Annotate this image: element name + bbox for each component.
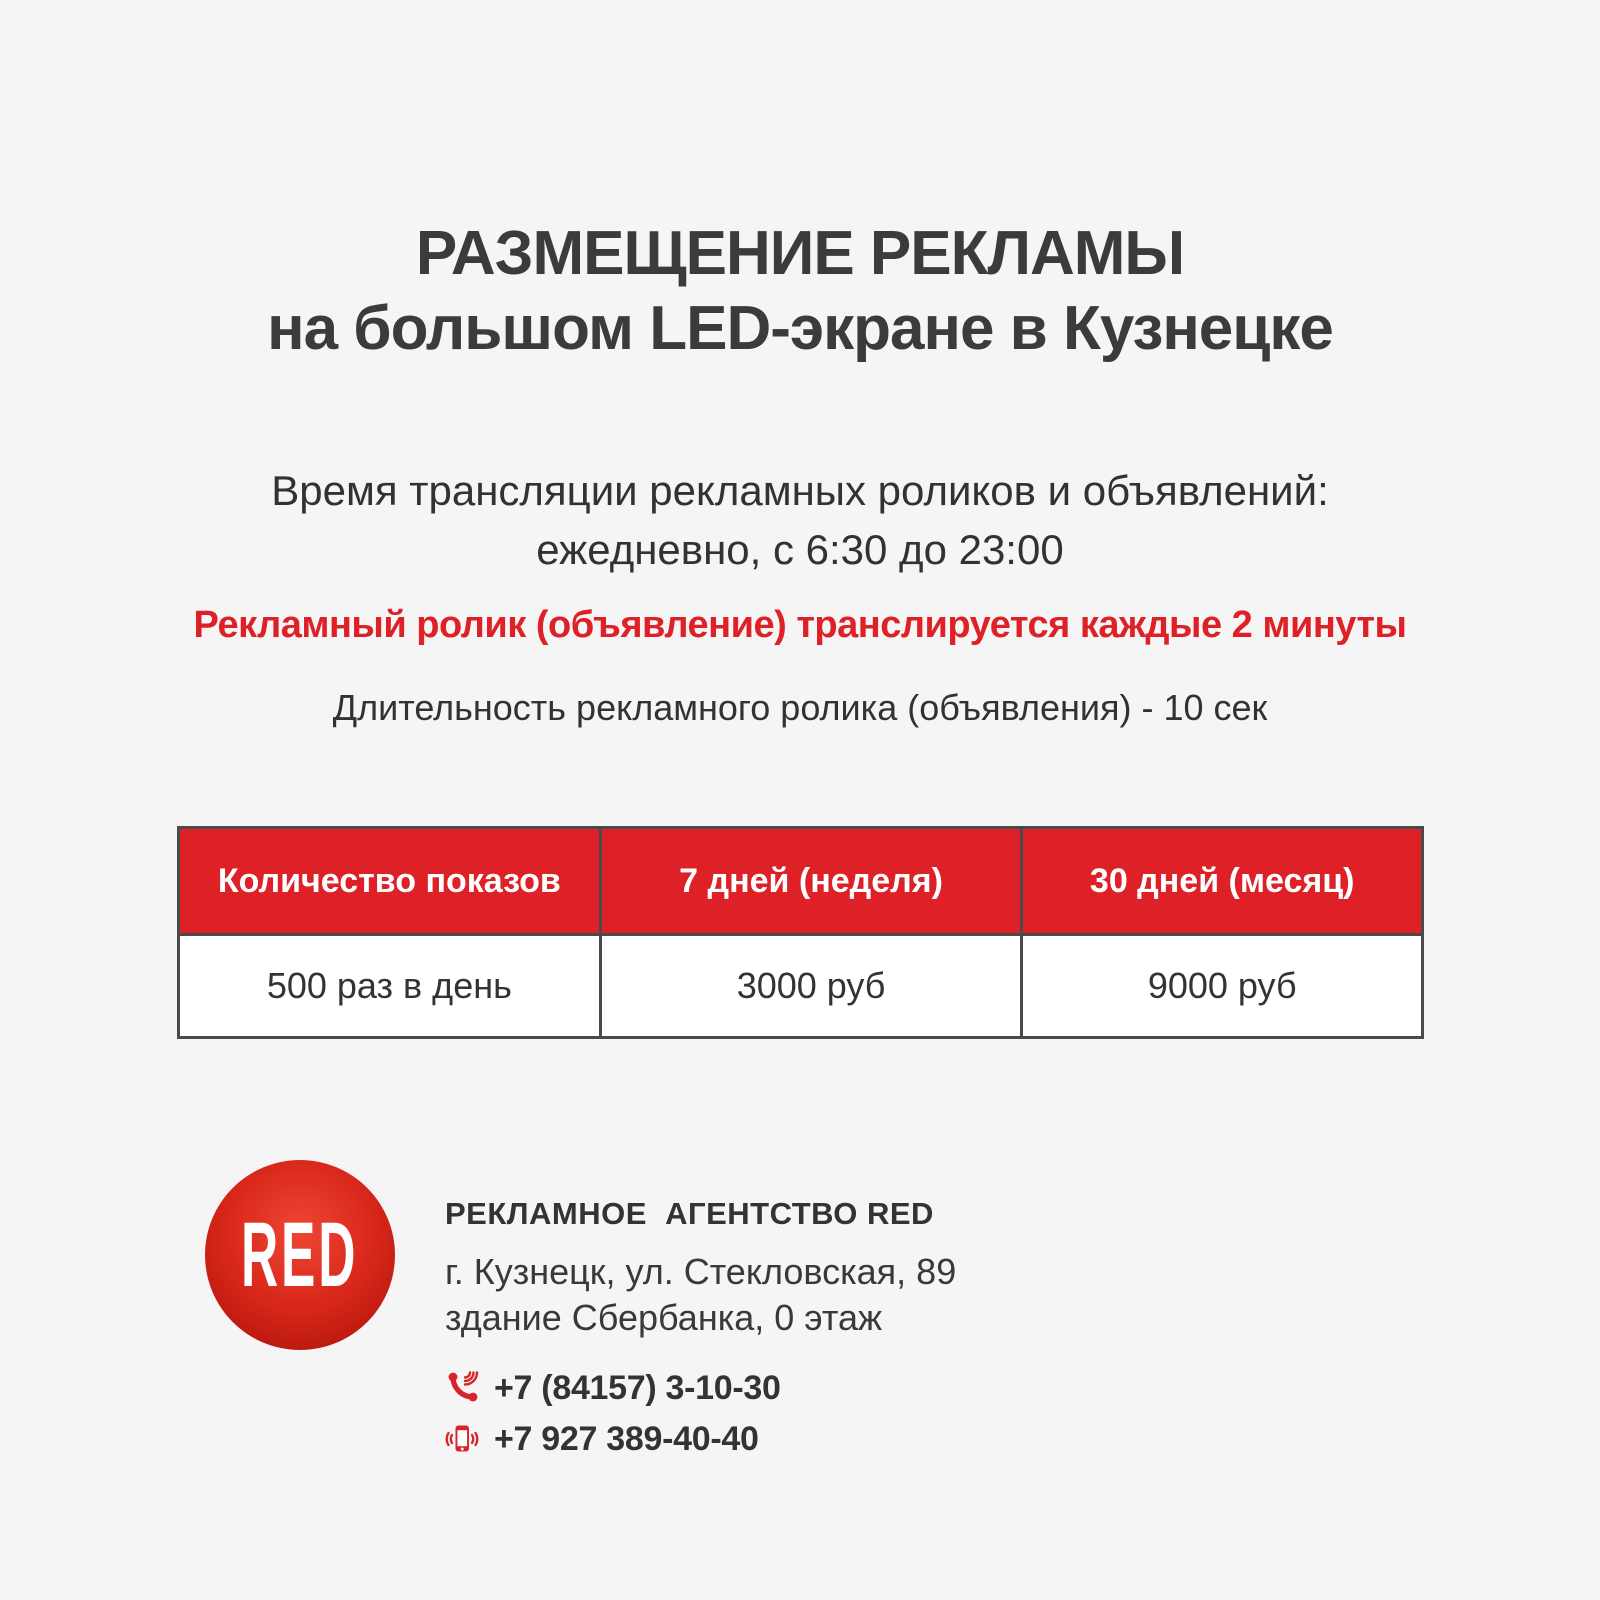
col-header-30-days: 30 дней (месяц) bbox=[1022, 828, 1423, 935]
landline-phone-row bbox=[445, 1367, 956, 1409]
cell-price-month: 9000 руб bbox=[1022, 935, 1423, 1038]
agency-address bbox=[445, 1249, 956, 1341]
cell-price-week: 3000 руб bbox=[600, 935, 1022, 1038]
page-title-line1: РАЗМЕЩЕНИЕ РЕКЛАМЫ bbox=[415, 219, 1185, 288]
agency-address-line2: здание Сбербанка, 0 этаж bbox=[445, 1297, 883, 1338]
mobile-phone-number: +7 927 389-40-40 bbox=[494, 1419, 759, 1458]
col-header-7-days: 7 дней (неделя) bbox=[600, 828, 1022, 935]
agency-name: РЕКЛАМНОЕ АГЕНТСТВО RED bbox=[445, 1196, 934, 1231]
mobile-phone-icon bbox=[445, 1422, 479, 1456]
duration-note: Длительность рекламного ролика (объявления) - 10 сек bbox=[332, 687, 1268, 728]
phone-handset-icon bbox=[445, 1371, 479, 1405]
table-row bbox=[179, 935, 1423, 1038]
price-table-header bbox=[179, 828, 1423, 935]
page-title bbox=[0, 216, 1600, 366]
logo-text: RED bbox=[241, 1204, 359, 1306]
phone-list bbox=[445, 1367, 956, 1460]
price-table bbox=[177, 826, 1424, 1039]
mobile-phone-row bbox=[445, 1418, 956, 1460]
agency-address-line1: г. Кузнецк, ул. Стекловская, 89 bbox=[445, 1251, 957, 1292]
landline-phone-number: +7 (84157) 3-10-30 bbox=[494, 1368, 781, 1407]
broadcast-schedule-line2: ежедневно, с 6:30 до 23:00 bbox=[536, 526, 1064, 573]
cell-shows-count: 500 раз в день bbox=[179, 935, 601, 1038]
table-header-row bbox=[179, 828, 1423, 935]
agency-info-block bbox=[445, 1196, 956, 1469]
col-header-shows-count: Количество показов bbox=[179, 828, 601, 935]
page-title-line2: на большом LED-экране в Кузнецке bbox=[267, 294, 1333, 363]
frequency-note: Рекламный ролик (объявление) транслируется каждые 2 минуты bbox=[193, 604, 1407, 646]
broadcast-schedule-text bbox=[0, 461, 1600, 579]
broadcast-schedule-line1: Время трансляции рекламных роликов и объявлений: bbox=[271, 467, 1329, 514]
red-agency-logo bbox=[205, 1160, 395, 1350]
